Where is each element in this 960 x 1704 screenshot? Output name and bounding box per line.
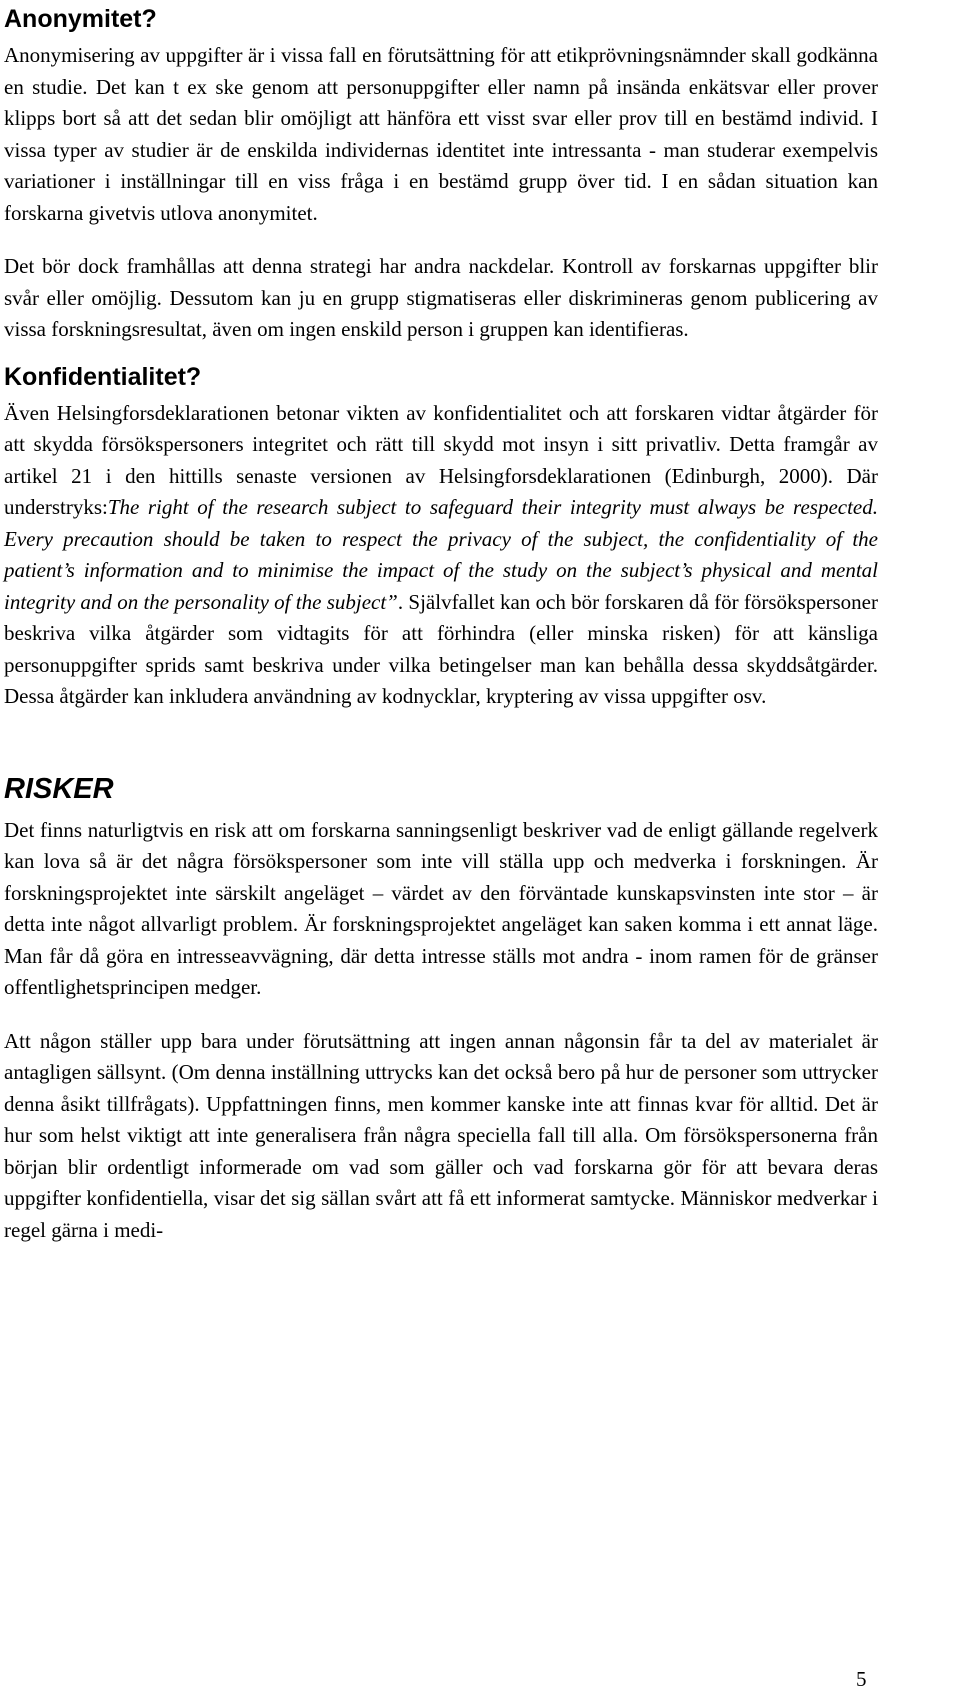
section-heading-anonymitet: Anonymitet? xyxy=(4,5,157,33)
section-heading-risker: RISKER xyxy=(4,772,114,805)
paragraph-konfidentialitet-rest: . Självfallet kan och bör forskaren då för försökspersoner beskriva vilka åtgärder som vidtagits för att förhindra (eller minska risken) för att känsliga personuppgifter sprids samt beskriva under vilka betingelser man kan behålla dessa skyddsåtgärder. Dessa åtgärder kan inkludera användning av kodnycklar, kryptering av vissa uppgifter osv. xyxy=(4,589,878,708)
paragraph-anonymitet-2: Det bör dock framhållas att denna strategi har andra nackdelar. Kontroll av forskarnas uppgifter blir svår eller omöjlig. Dessutom kan ju en grupp stigmatiseras eller diskrimineras genom publicering av vissa forskningsresultat, även om ingen enskild person i gruppen kan identifieras. xyxy=(4,254,878,341)
page-number: 5 xyxy=(856,1667,867,1691)
paragraph-anonymitet-1: Anonymisering av uppgifter är i vissa fall en förutsättning för att etikprövningsnämnder skall godkänna en studie. Det kan t ex ske genom att personuppgifter eller namn på insända enkätsvar eller prover klipps bort så att det sedan blir omöjligt att hänföra ett visst svar eller prov till en bestämd individ. I vissa typer av studier är de enskilda individernas identitet inte intressanta - man studerar exempelvis variationer i inställningar till en viss fråga i en bestämd grupp över tid. I en sådan situation kan forskarna givetvis utlova anonymitet. xyxy=(4,43,878,225)
paragraph-risker-1: Det finns naturligtvis en risk att om forskarna sanningsenligt beskriver vad de enligt gällande regelverk kan lova så är det några försökspersoner som inte vill ställa upp och medverka i forskningen. Är forskningsprojektet inte särskilt angeläget – värdet av den förväntade kunskapsvinsten inte stor – är detta inte något allvarligt problem. Är forskningsprojektet angeläget kan saken komma i ett annat läge. Man får då göra en intresseavvägning, där detta intresse ställs mot andra - inom ramen för de gränser offentlighetsprincipen medger. xyxy=(4,817,878,999)
document-page xyxy=(4,0,878,1246)
helsinki-declaration-quote: The right of the research subject to safeguard their integrity must always be respected. Every precaution should be taken to respect the privacy of the subject, the confidentiality of the patient’s information and to minimise the impact of the study on the subject’s physical and mental integrity and on the personality of the subject” xyxy=(4,495,878,614)
paragraph-risker-2: Att någon ställer upp bara under förutsättning att ingen annan någonsin får ta del av materialet är antagligen sällsynt. (Om denna inställning uttrycks kan det också bero på hur de personer som uttrycker denna åsikt tillfrågats). Uppfattningen finns, men kommer kanske inte att finnas kvar för alltid. Det är hur som helst viktigt att inte generalisera från några speciella fall till alla. Om försökspersonerna från början blir ordentligt informerade om vad som gäller och vad forskarna gör för att bevara deras uppgifter konfidentiella, visar det sig sällan svårt att få ett informerat samtycke. Människor medverkar i regel gärna i medi- xyxy=(4,1028,878,1242)
paragraph-konfidentialitet-intro: Även Helsingforsdeklarationen betonar vikten av konfidentialitet och att forskaren vidtar åtgärder för att skydda försökspersoners integritet och rätt till skydd mot insyn i sitt privatliv. Detta framgår av artikel 21 i den hittills senaste versionen av Helsingforsdeklarationen (Edinburgh, 2000). Där understryks: xyxy=(4,400,878,519)
paragraph-konfidentialitet xyxy=(4,398,878,713)
section-heading-konfidentialitet: Konfidentialitet? xyxy=(4,362,202,391)
